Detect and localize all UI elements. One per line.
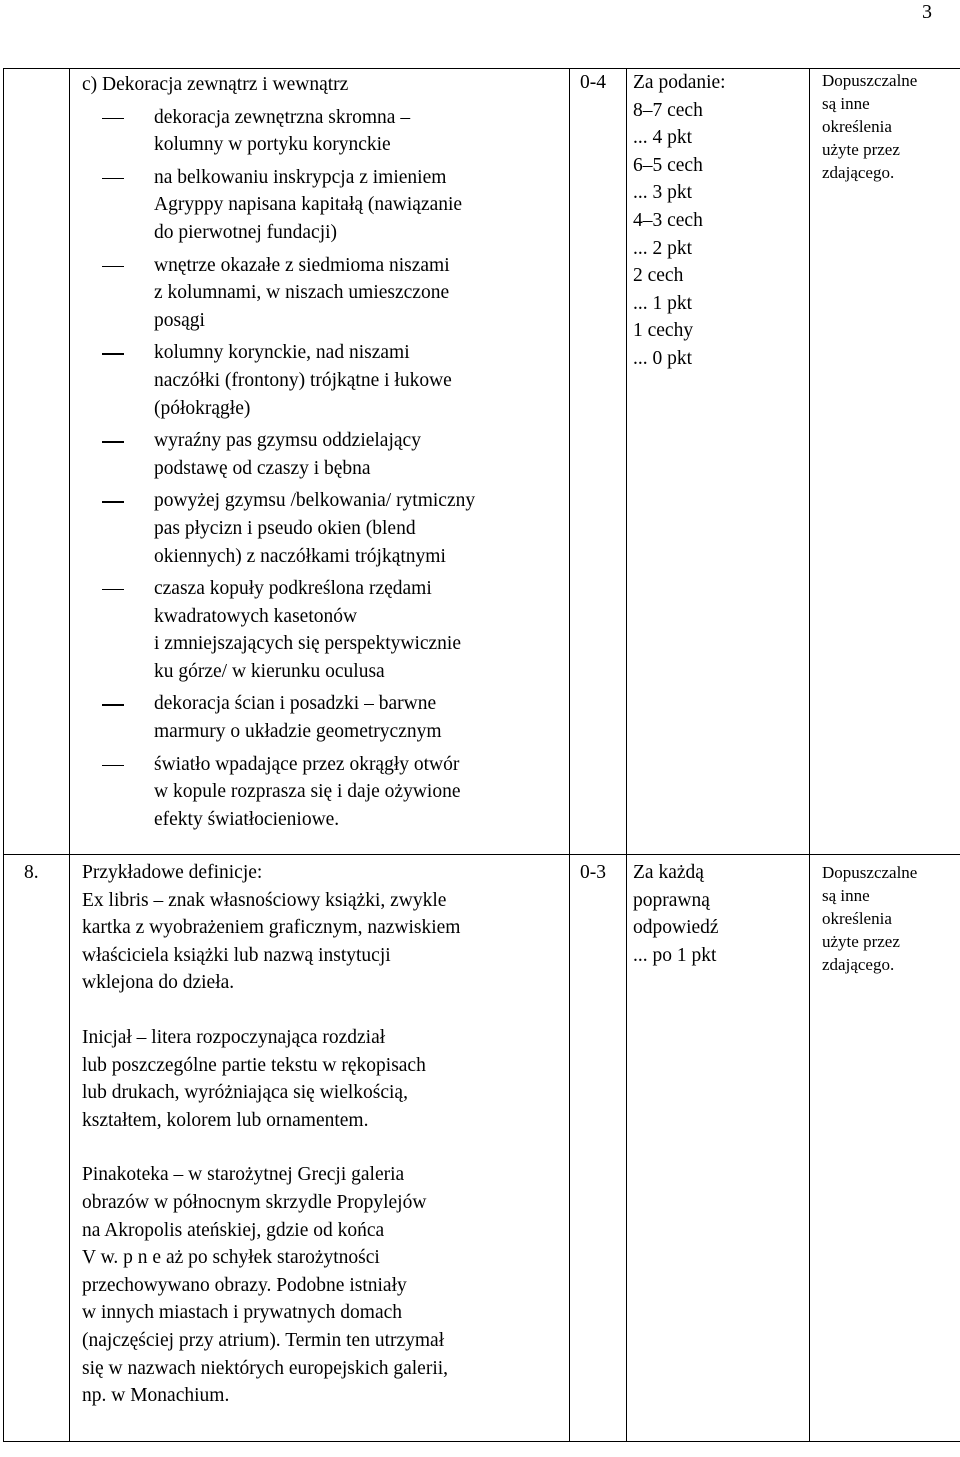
list-item: [82, 751, 569, 834]
scoring-line: ... 2 pkt: [633, 237, 693, 259]
remark-line: są inne: [822, 886, 870, 905]
definition-line: kształtem, kolorem lub ornamentem.: [82, 1109, 369, 1131]
list-item-line: wnętrze okazałe z siedmioma niszami: [154, 254, 450, 276]
remark-line: użyte przez: [822, 140, 900, 159]
list-item-line: podstawę od czaszy i bębna: [154, 457, 371, 479]
dash-bullet-icon: [102, 266, 124, 267]
scoring-line: poprawną: [633, 889, 710, 911]
list-item-line: dekoracja zewnętrzna skromna –: [154, 106, 411, 128]
definition-line: Inicjał – litera rozpoczynająca rozdział: [82, 1026, 386, 1048]
definition-line: V w. p n e aż po schyłek starożytności: [82, 1247, 380, 1269]
definition-line: wklejona do dzieła.: [82, 972, 235, 994]
remark-line: zdającego.: [822, 955, 895, 974]
remark-line: są inne: [822, 94, 870, 113]
scoring-line: ... 0 pkt: [633, 347, 693, 369]
list-item-line: okiennych) z naczółkami trójkątnymi: [154, 545, 446, 567]
decoration-feature-list: [82, 104, 569, 834]
dash-bullet-icon: [102, 704, 124, 705]
definition-line: lub poszczególne partie tekstu w rękopisach: [82, 1054, 426, 1076]
scoring-line: 8–7 cech: [633, 99, 703, 121]
list-item-line: kwadratowych kasetonów: [154, 605, 358, 627]
remark-line: użyte przez: [822, 932, 900, 951]
scoring-line: 4–3 cech: [633, 209, 703, 231]
list-item-line: czasza kopuły podkreślona rzędami: [154, 578, 432, 600]
table-row-8: [4, 855, 960, 1442]
definition-line: Przykładowe definicje:: [82, 862, 263, 883]
list-item-line: wyraźny pas gzymsu oddzielający: [154, 430, 421, 452]
dash-bullet-icon: [102, 441, 124, 442]
scoring-line: odpowiedź: [633, 917, 719, 939]
definition-line: obrazów w północnym skrzydle Propylejów: [82, 1191, 427, 1213]
remarks-text: [810, 855, 960, 976]
table-row-c: [4, 69, 960, 855]
definition-line: Ex libris – znak własnościowy książki, zwykle: [82, 889, 447, 911]
list-item-line: Agryppy napisana kapitałą (nawiązanie: [154, 194, 463, 216]
remarks-cell: [810, 855, 960, 1442]
scoring-line: Za każdą: [633, 862, 704, 883]
task-number-cell: [4, 855, 70, 1442]
list-item-line: efekty światłocieniowe.: [154, 808, 340, 830]
definition-line: np. w Monachium.: [82, 1385, 230, 1407]
list-item: [82, 252, 569, 335]
model-answer-cell: [70, 855, 570, 1442]
dash-bullet-icon: [102, 501, 124, 502]
list-item-line: w kopule rozprasza się i daje ożywione: [154, 781, 461, 803]
list-item-line: z kolumnami, w niszach umieszczone: [154, 282, 450, 304]
dash-bullet-icon: [102, 118, 124, 119]
scoring-line: Za podanie:: [633, 72, 726, 93]
list-item-line: na belkowaniu inskrypcja z imieniem: [154, 166, 447, 188]
task-number-cell: [4, 69, 70, 855]
list-item-line: posągi: [154, 309, 205, 331]
list-item-line: pas płycizn i pseudo okien (blend: [154, 517, 416, 539]
points-range: 0-3: [580, 862, 606, 883]
scoring-line: ... 3 pkt: [633, 182, 693, 204]
definition-paragraph: [82, 859, 569, 997]
definitions-text: [70, 855, 569, 1410]
definition-line: kartka z wyobrażeniem graficznym, nazwiskiem: [82, 917, 461, 939]
definition-line: się w nazwach niektórych europejskich galerii,: [82, 1357, 449, 1379]
list-item: [82, 487, 569, 570]
list-item: [82, 575, 569, 685]
list-item: [82, 104, 569, 159]
dash-bullet-icon: [102, 178, 124, 179]
scoring-line: 1 cechy: [633, 320, 694, 342]
list-item-line: światło wpadające przez okrągły otwór: [154, 753, 460, 775]
list-item-line: dekoracja ścian i posadzki – barwne: [154, 693, 437, 715]
list-item-line: marmury o układzie geometrycznym: [154, 721, 442, 743]
list-item: [82, 164, 569, 247]
list-item-line: ku górze/ w kierunku oculusa: [154, 660, 385, 682]
remark-line: określenia: [822, 909, 892, 928]
definition-line: w innych miastach i prywatnych domach: [82, 1302, 403, 1324]
remarks-text: [810, 69, 960, 184]
scoring-rules: [627, 69, 809, 373]
page-number: 3: [922, 1, 932, 23]
list-item-line: do pierwotnej fundacji): [154, 221, 338, 243]
list-item-line: i zmniejszających się perspektywicznie: [154, 633, 461, 655]
points-cell: [570, 855, 627, 1442]
list-item-line: naczółki (frontony) trójkątne i łukowe: [154, 369, 452, 391]
points-range: 0-4: [580, 72, 606, 93]
dash-bullet-icon: [102, 765, 124, 766]
definition-paragraph: [82, 1161, 569, 1409]
dash-bullet-icon: [102, 589, 124, 590]
definition-line: (najczęściej przy atrium). Termin ten utrzymał: [82, 1329, 445, 1351]
definition-paragraph: [82, 1024, 569, 1134]
scoring-rules-cell: [627, 69, 810, 855]
task-number: 8.: [24, 862, 39, 883]
points-cell: [570, 69, 627, 855]
definition-line: lub drukach, wyróżniająca się wielkością,: [82, 1082, 408, 1104]
definition-line: przechowywano obrazy. Podobne istniały: [82, 1274, 407, 1296]
definition-line: na Akropolis ateńskiej, gdzie od końca: [82, 1219, 385, 1241]
remark-line: zdającego.: [822, 163, 895, 182]
scoring-rules-cell: [627, 855, 810, 1442]
answer-key-table: [3, 68, 960, 1442]
remark-line: Dopuszczalne: [822, 863, 918, 882]
definition-line: właściciela książki lub nazwą instytucji: [82, 944, 391, 966]
list-item: [82, 690, 569, 745]
list-item-line: powyżej gzymsu /belkowania/ rytmiczny: [154, 490, 476, 512]
scoring-rules: [627, 855, 809, 969]
remark-line: określenia: [822, 117, 892, 136]
model-answer-cell: [70, 69, 570, 855]
remarks-cell: [810, 69, 960, 855]
scoring-line: ... 4 pkt: [633, 127, 693, 149]
list-item-line: (półokrągłe): [154, 397, 251, 419]
list-item: [82, 427, 569, 482]
list-item-line: kolumny korynckie, nad niszami: [154, 342, 410, 364]
remark-line: Dopuszczalne: [822, 71, 918, 90]
scoring-line: 2 cech: [633, 265, 684, 287]
scoring-line: ... 1 pkt: [633, 292, 693, 314]
list-item: [82, 339, 569, 422]
list-item-line: kolumny w portyku korynckie: [154, 134, 391, 156]
definition-line: Pinakoteka – w starożytnej Grecji galeria: [82, 1164, 405, 1186]
section-heading: c) Dekoracja zewnątrz i wewnątrz: [82, 74, 349, 95]
dash-bullet-icon: [102, 353, 124, 354]
scoring-line: 6–5 cech: [633, 154, 703, 176]
scoring-line: ... po 1 pkt: [633, 944, 717, 966]
